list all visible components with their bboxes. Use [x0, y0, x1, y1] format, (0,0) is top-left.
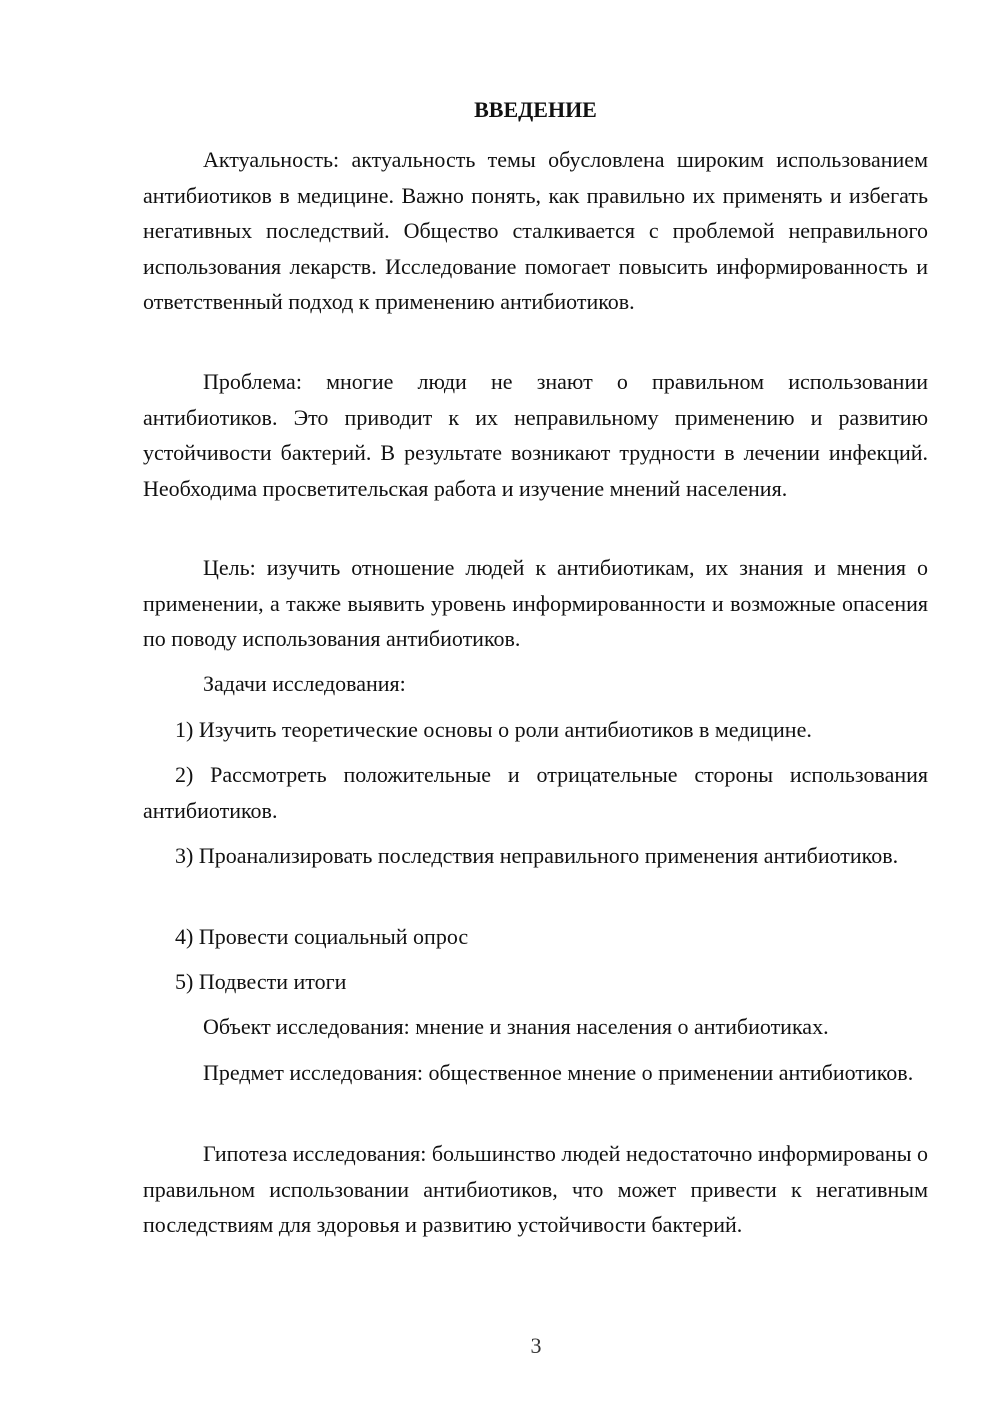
paragraph-problem: Проблема: многие люди не знают о правильном использовании антибиотиков. Это приводит к их неправильному применению и развитию устойчивости бактерий. В результате возникают трудности в лечении инфекций. Необходима просветительская работа и изучение мнений населения. — [143, 369, 928, 501]
paragraph-goal: Цель: изучить отношение людей к антибиотикам, их знания и мнения о применении, а также выявить уровень информированности и возможные опасения по поводу использования антибиотиков. — [143, 555, 928, 651]
paragraph-subject: Предмет исследования: общественное мнение о применении антибиотиков. — [203, 1060, 914, 1085]
task-item-3: 3) Проанализировать последствия неправильного применения антибиотиков. — [175, 843, 899, 868]
paragraph-relevance: Актуальность: актуальность темы обусловлена широким использованием антибиотиков в медицине. Важно понять, как правильно их применять и избегать негативных последствий. Общество сталкивается с проблемой неправильного использования лекарств. Исследование помогает повысить информированность и ответственный подход к применению антибиотиков. — [143, 147, 928, 314]
task-item-5: 5) Подвести итоги — [175, 969, 347, 994]
task-item-1: 1) Изучить теоретические основы о роли антибиотиков в медицине. — [175, 717, 812, 742]
paragraph-hypothesis: Гипотеза исследования: большинство людей недостаточно информированы о правильном использовании антибиотиков, что может привести к негативным последствиям для здоровья и развитию устойчивости бактерий. — [143, 1141, 928, 1237]
task-item-2: 2) Рассмотреть положительные и отрицательные стороны использования антибиотиков. — [143, 762, 928, 823]
section-title: ВВЕДЕНИЕ — [474, 97, 597, 122]
task-item-4: 4) Провести социальный опрос — [175, 924, 469, 949]
tasks-heading: Задачи исследования: — [203, 671, 406, 696]
paragraph-object: Объект исследования: мнение и знания населения о антибиотиках. — [203, 1014, 829, 1039]
page-number: 3 — [530, 1333, 542, 1358]
